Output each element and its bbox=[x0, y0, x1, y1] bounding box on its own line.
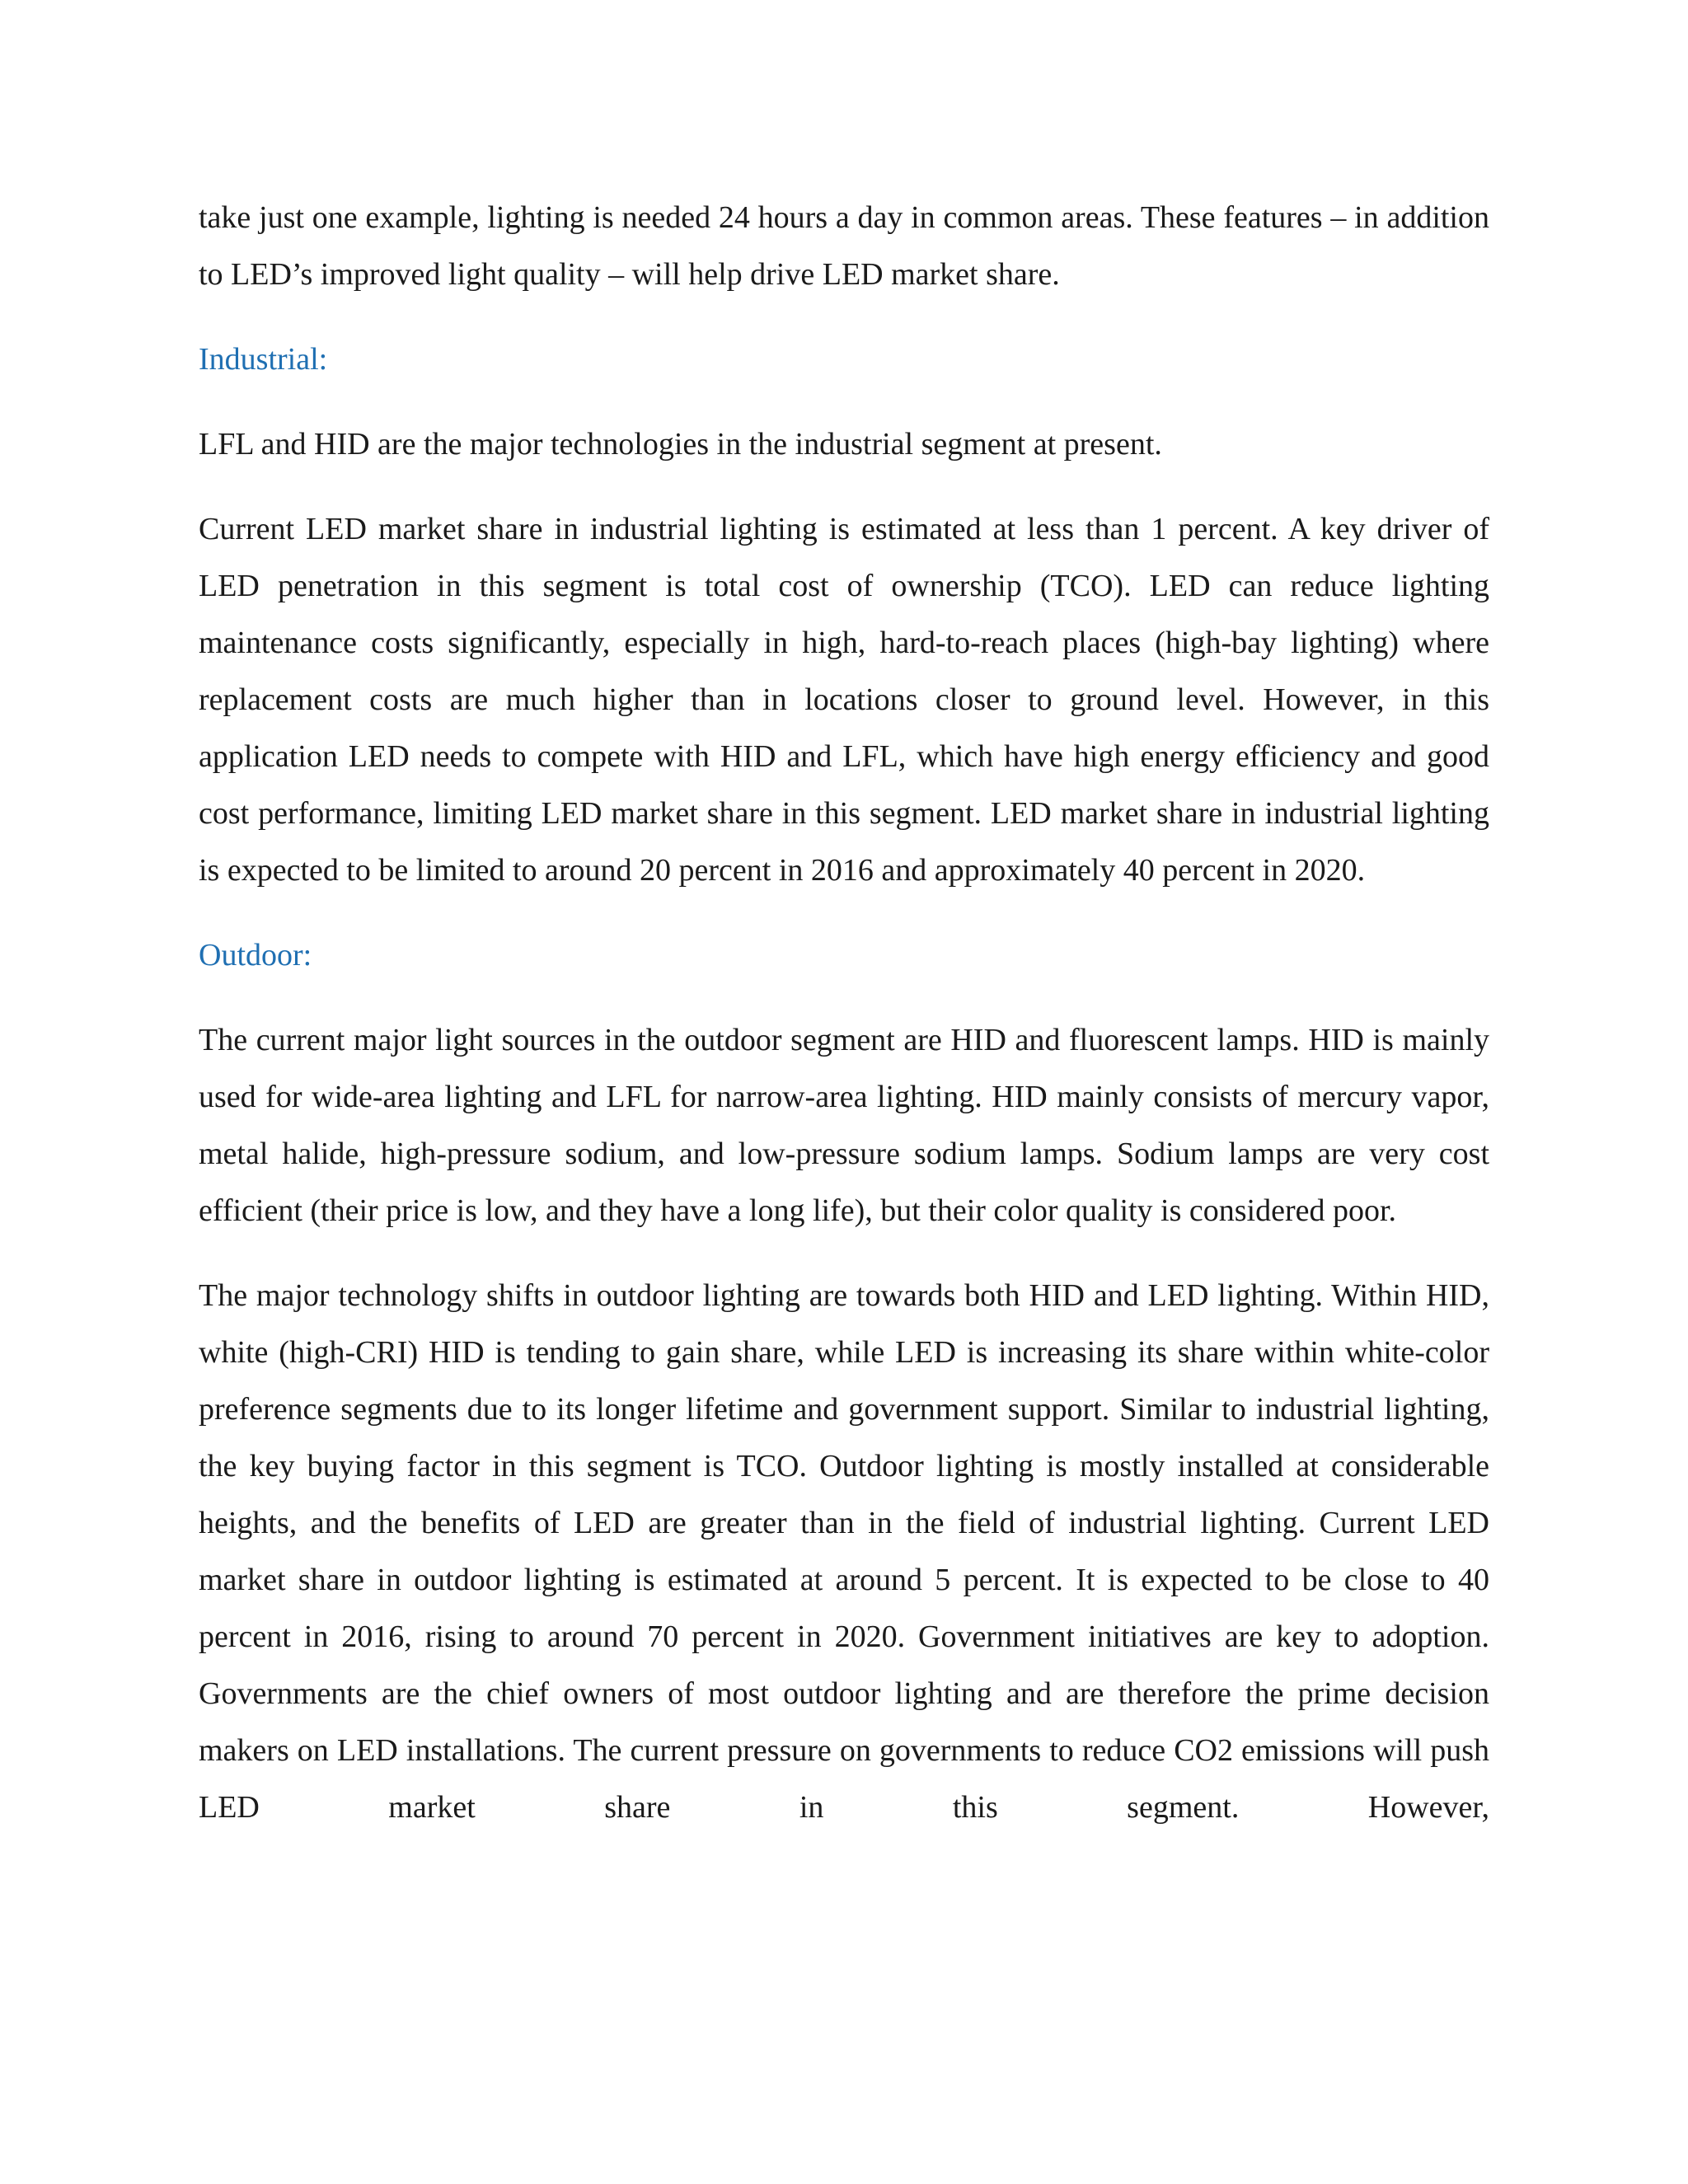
intro-paragraph: take just one example, lighting is needed 24 hours a day in common areas. These features – in addition to LED’s improved light quality – will help drive LED market share. bbox=[199, 200, 1489, 292]
outdoor-paragraph-2: The major technology shifts in outdoor lighting are towards both HID and LED lighting. Within HID, white (high-CRI) HID is tending to gain share, while LED is increasing its share within white-color preference segments due to its longer lifetime and government support. Similar to industrial lighting, the key buying factor in this segment is TCO. Outdoor lighting is mostly installed at considerable heights, and the benefits of LED are greater than in the field of industrial lighting. Current LED market share in outdoor lighting is estimated at around 5 percent. It is expected to be close to 40 percent in 2016, rising to around 70 percent in 2020. Government initiatives are key to adoption. Governments are the chief owners of most outdoor lighting and are therefore the prime decision makers on LED installations. The current pressure on governments to reduce CO2 emissions will push LED market share in this segment. However, bbox=[199, 1278, 1489, 1825]
document-body bbox=[199, 190, 1489, 1864]
section-heading-outdoor: Outdoor: bbox=[199, 938, 312, 972]
section-heading-industrial: Industrial: bbox=[199, 342, 328, 377]
industrial-paragraph-1: LFL and HID are the major technologies in the industrial segment at present. bbox=[199, 427, 1162, 462]
outdoor-paragraph-1: The current major light sources in the outdoor segment are HID and fluorescent lamps. HID is mainly used for wide-area lighting and LFL for narrow-area lighting. HID mainly consists of mercury vapor, metal halide, high-pressure sodium, and low-pressure sodium lamps. Sodium lamps are very cost efficient (their price is low, and they have a long life), but their color quality is considered poor. bbox=[199, 1023, 1489, 1228]
industrial-paragraph-2: Current LED market share in industrial lighting is estimated at less than 1 percent. A key driver of LED penetration in this segment is total cost of ownership (TCO). LED can reduce lighting maintenance costs significantly, especially in high, hard-to-reach places (high-bay lighting) where replacement costs are much higher than in locations closer to ground level. However, in this application LED needs to compete with HID and LFL, which have high energy efficiency and good cost performance, limiting LED market share in this segment. LED market share in industrial lighting is expected to be limited to around 20 percent in 2016 and approximately 40 percent in 2020. bbox=[199, 512, 1489, 888]
